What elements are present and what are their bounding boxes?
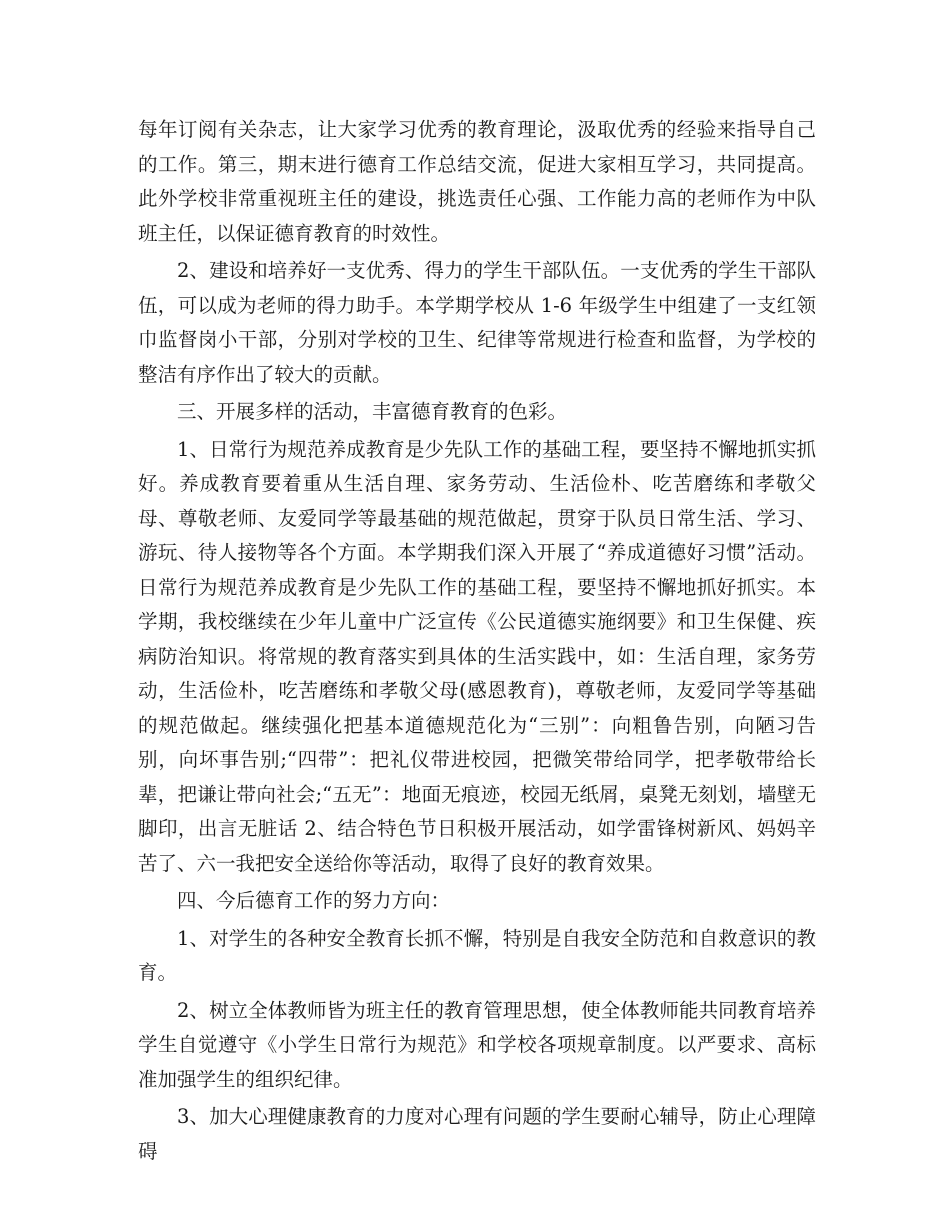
section-heading-4: 四、今后德育工作的努力方向： — [177, 889, 451, 912]
document-body — [138, 113, 816, 1169]
paragraph-1: 每年订阅有关杂志，让大家学习优秀的教育理论，汲取优秀的经验来指导自己的工作。第三，期末进行德育工作总结交流，促进大家相互学习，共同提高。此外学校非常重视班主任的建设，挑选责任心强、工作能力高的老师作为中队班主任，以保证德育教育的时效性。 — [138, 118, 816, 245]
section-heading-3: 三、开展多样的活动，丰富德育教育的色彩。 — [177, 400, 568, 423]
paragraph-7: 2、树立全体教师皆为班主任的教育管理思想，使全体教师能共同教育培养学生自觉遵守《小学生日常行为规范》和学校各项规章制度。以严要求、高标准加强学生的组织纪律。 — [138, 998, 816, 1091]
paragraph-8: 3、加大心理健康教育的力度对心理有问题的学生要耐心辅导，防止心理障碍 — [138, 1105, 816, 1163]
paragraph-6: 1、对学生的各种安全教育长抓不懈，特别是自我安全防范和自救意识的教育。 — [138, 926, 816, 984]
paragraph-4: 1、日常行为规范养成教育是少先队工作的基础工程，要坚持不懈地抓实抓好。养成教育要着重从生活自理、家务劳动、生活俭朴、吃苦磨练和孝敬父母、尊敬老师、友爱同学等最基础的规范做起，贯穿于队员日常生活、学习、游玩、待人接物等各个方面。本学期我们深入开展了“养成道德好习惯”活动。日常行为规范养成教育是少先队工作的基础工程，要坚持不懈地抓好抓实。本学期，我校继续在少年儿童中广泛宣传《公民道德实施纲要》和卫生保健、疾病防治知识。将常规的教育落实到具体的生活实践中，如：生活自理，家务劳动，生活俭朴，吃苦磨练和孝敬父母(感恩教育)，尊敬老师，友爱同学等基础的规范做起。继续强化把基本道德规范化为“三别”：向粗鲁告别，向陋习告别，向坏事告别;“四带”：把礼仪带进校园，把微笑带给同学，把孝敬带给长辈，把谦让带向社会;“五无”：地面无痕迹，校园无纸屑，桌凳无刻划，墙壁无脚印，出言无脏话 2、结合特色节日积极开展活动，如学雷锋树新风、妈妈辛苦了、六一我把安全送给你等活动，取得了良好的教育效果。 — [138, 437, 816, 875]
paragraph-2: 2、建设和培养好一支优秀、得力的学生干部队伍。一支优秀的学生干部队伍，可以成为老师的得力助手。本学期学校从 1-6 年级学生中组建了一支红领巾监督岗小干部，分别对学校的卫生、纪律等常规进行检查和监督，为学校的整洁有序作出了较大的贡献。 — [138, 259, 816, 386]
